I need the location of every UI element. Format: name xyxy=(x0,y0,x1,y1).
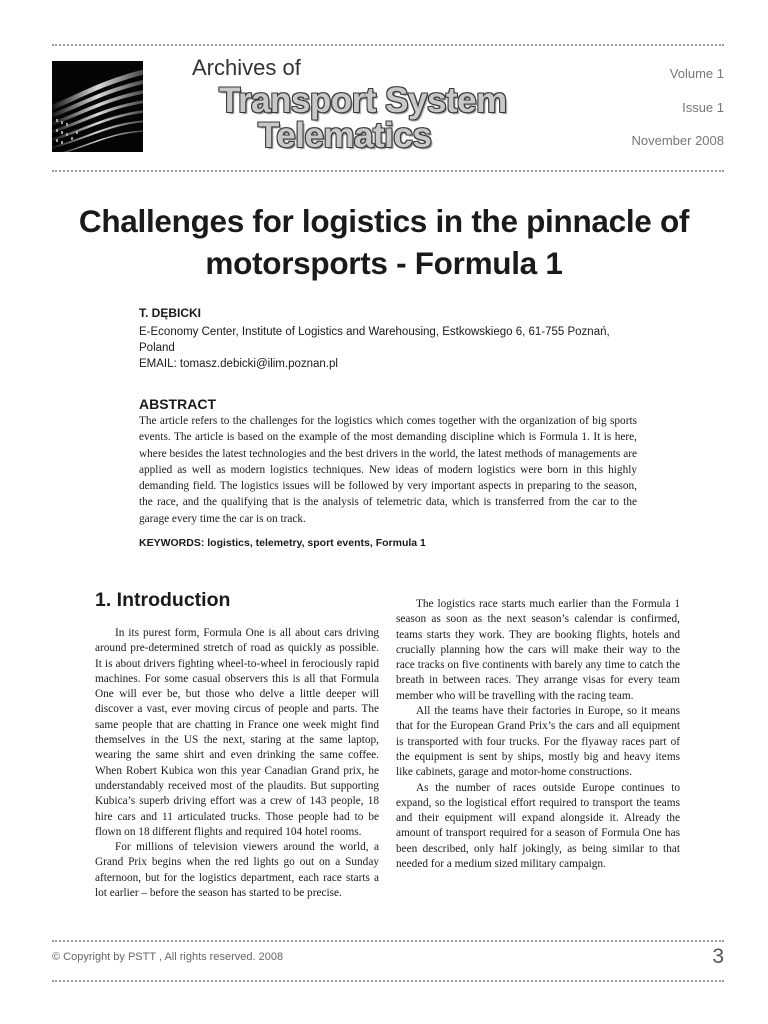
body-paragraph: In its purest form, Formula One is all about cars driving around pre-determined stretch of road as quickly as possible. It is about drivers fighting wheel-to-wheel in ferociously rapid machines. For some casual observers this is all that Formula One will ever be, but those who delve a little deeper will discover a vast, ever moving circus of people and parts. The same people that are chatting in France one week might find themselves in the US the next, staring at the same laptop, wearing the same shirt and even drinking the same coffee. When Robert Kubica won this year Canadian Grand prix, he understandably received most of the plaudits. But supporting Kubica’s superb driving effort was a crew of 143 people, 18 hire cars and 11 articulated trucks. Those people had to be flown on 18 different flights and required 104 hotel rooms. xyxy=(95,627,379,838)
issue-label: Issue 1 xyxy=(682,100,724,115)
header-top-rule xyxy=(52,44,724,46)
keywords-line: KEYWORDS: logistics, telemetry, sport events, Formula 1 xyxy=(139,537,426,549)
abstract-text: The article refers to the challenges for the logistics which comes together with the organization of big sports events. The article is based on the example of the most demanding discipline which is Formula 1. It is here, where besides the latest technologies and the best drivers in the world, the latest methods of managements are applied as well as modern logistics techniques. New ideas of modern logistics were born in this highly demanding field. The logistics issues will be followed by very important aspects in preparing to the season, the race, and the qualifying that is the analysis of telemetric data, which is transferred from the car to the garage every time the car is on track. xyxy=(139,415,637,525)
author-name: T. DĘBICKI xyxy=(139,306,202,320)
publication-date: November 2008 xyxy=(631,133,724,148)
author-email: EMAIL: tomasz.debicki@ilim.poznan.pl xyxy=(139,358,338,370)
author-affiliation-line-2: Poland xyxy=(139,342,175,354)
journal-archives-label: Archives of xyxy=(192,55,301,80)
footer-copyright: © Copyright by PSTT , All rights reserved. 2008 xyxy=(52,951,284,963)
section-heading-introduction: 1. Introduction xyxy=(95,589,231,611)
paper-title: Challenges for logistics in the pinnacle of motorsports - Formula 1 xyxy=(78,203,690,281)
volume-label: Volume 1 xyxy=(669,66,724,81)
page-number: 3 xyxy=(712,945,724,968)
footer-bottom-rule xyxy=(52,980,724,982)
header-bottom-rule xyxy=(52,170,724,172)
journal-name-line-1: Transport System xyxy=(219,81,507,120)
body-column-right xyxy=(396,597,680,872)
body-paragraph: The logistics race starts much earlier than the Formula 1 season as soon as the next season’s calendar is confirmed, teams starts they work. They are booking flights, hotels and crucially planning how the cars will make their way to the race tracks on five continents with barely any time to catch the breath in between races. They arrange visas for every team member who will be travelling with the racing team. xyxy=(396,598,680,702)
journal-name-line-2: Telematics xyxy=(258,116,432,155)
author-affiliation-line-1: E-Economy Center, Institute of Logistics and Warehousing, Estkowskiego 6, 61-755 Poznań, xyxy=(139,326,610,338)
body-paragraph: All the teams have their factories in Europe, so it means that for the European Grand Prix’s the cars and all equipment is transported with four trucks. For the flyaway races part of the equipment is sent by ships, mostly big and heavy items like cabinets, garage and motor-home constructions. xyxy=(396,705,680,779)
body-column-left xyxy=(95,626,379,901)
author-block xyxy=(139,305,639,372)
body-paragraph: As the number of races outside Europe continues to expand, so the logistical effort required to transport the teams and their equipment will expand alongside it. Already the amount of transport required for a season of Formula One has been described, only half jokingly, as being similar to that needed for a medium sized military campaign. xyxy=(396,781,680,871)
footer-top-rule xyxy=(52,940,724,942)
journal-logo-image xyxy=(52,61,143,152)
abstract-heading: ABSTRACT xyxy=(139,396,216,412)
body-paragraph: For millions of television viewers around the world, a Grand Prix begins when the red lights go out on a Sunday afternoon, but for the logistics department, each race starts a lot earlier – before the season has started to be precise. xyxy=(95,841,379,900)
